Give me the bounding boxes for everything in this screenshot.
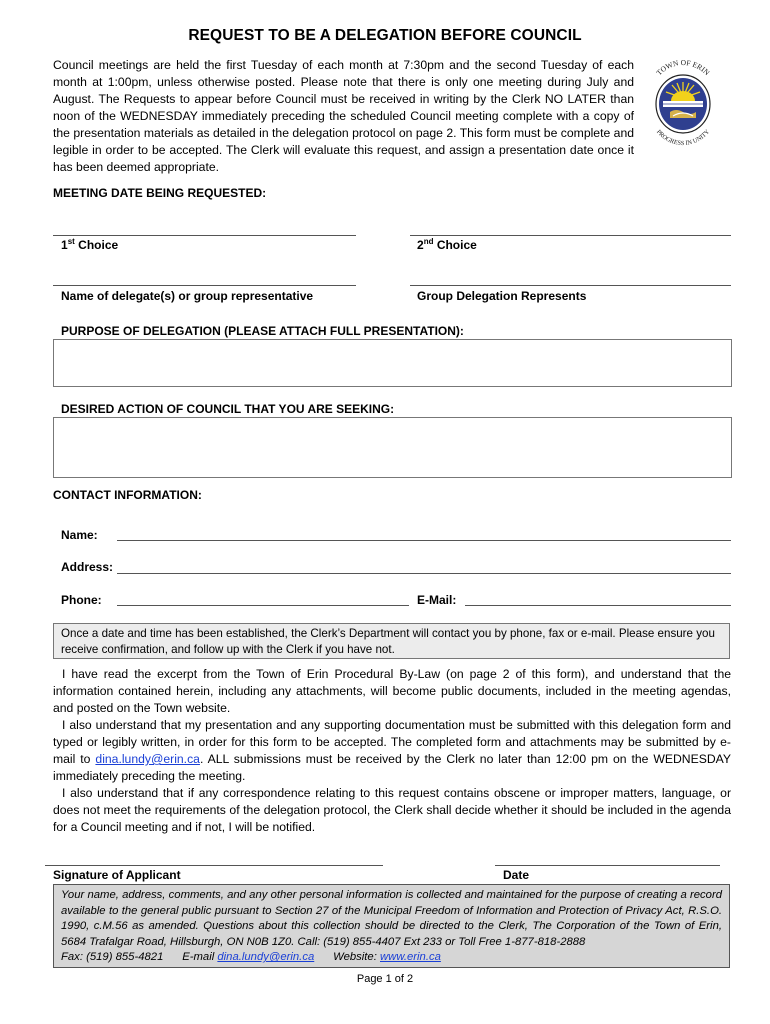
contact-email-field[interactable] [465, 605, 731, 606]
desired-action-heading: DESIRED ACTION OF COUNCIL THAT YOU ARE SEEKING: [61, 402, 395, 416]
declaration-paragraph-2: I also understand that my presentation and any supporting documentation must be submitted with this delegation form and typed or legibly written, in order for this form to be accepted. The completed form and attachments may be submitted by e-mail to dina.lundy@erin.ca. ALL submissions must be received by the Clerk no later than 12:00 pm on the WEDNESDAY immediately preceding the meeting. [53, 718, 731, 783]
purpose-textarea[interactable] [53, 339, 732, 387]
second-choice-field[interactable] [410, 235, 731, 236]
date-label: Date [503, 868, 530, 882]
website-link[interactable]: www.erin.ca [380, 951, 441, 964]
desired-action-textarea[interactable] [53, 417, 732, 478]
declaration-paragraph-1: I have read the excerpt from the Town of Erin Procedural By-Law (on page 2 of this form), and understand that the information contained herein, including any attachments, will become public documents, included in the meeting agendas, and posted on the Town website. [53, 667, 731, 715]
delegate-name-label: Name of delegate(s) or group representative [61, 289, 314, 303]
form-title: REQUEST TO BE A DELEGATION BEFORE COUNCIL [188, 27, 582, 44]
group-represents-field[interactable] [410, 285, 731, 286]
contact-name-field[interactable] [117, 540, 731, 541]
signature-field[interactable] [45, 865, 383, 866]
page-number: Page 1 of 2 [356, 973, 414, 985]
contact-name-label: Name: [61, 528, 98, 542]
date-field[interactable] [495, 865, 720, 866]
first-choice-field[interactable] [53, 235, 356, 236]
contact-email-label: E-Mail: [417, 593, 457, 607]
contact-phone-label: Phone: [61, 593, 102, 607]
first-choice-label: 1st Choice [61, 237, 119, 252]
svg-text:PROGRESS IN UNITY: PROGRESS IN UNITY [654, 128, 712, 148]
town-logo [644, 46, 722, 166]
group-represents-label: Group Delegation Represents [417, 289, 587, 303]
delegate-name-field[interactable] [53, 285, 356, 286]
privacy-email-link[interactable]: dina.lundy@erin.ca [217, 951, 315, 964]
confirmation-notice: Once a date and time has been established, the Clerk’s Department will contact you by phone, fax or e-mail. Please ensure you receive confirmation, and follow up with the Clerk if you have not. [53, 623, 730, 659]
declaration-paragraph-3: I also understand that if any correspondence relating to this request contains obscene or improper matters, language, or does not meet the requirements of the delegation protocol, the Clerk shall decide whether it should be included in the agenda for a Council meeting and if not, I will be notified. [53, 786, 731, 834]
signature-label: Signature of Applicant [53, 868, 181, 882]
privacy-notice: Your name, address, comments, and any other personal information is collected and maintained for the purpose of creating a record available to the general public pursuant to Section 27 of the Municipal Freedom of Information and Protection of Privacy Act, R.S.O. 1990, c.M.56 as amended. Questions about this collection should be directed to the Clerk, The Corporation of the Town of Erin, 5684 Trafalgar Road, Hillsburgh, ON N0B 1Z0. Call: (519) 855-4407 Ext 233 or Toll Free 1-877-818-2888 Fax: (519) 855-4821 E-mail dina.lundy@erin.ca Website: www.erin.ca [53, 884, 730, 968]
intro-paragraph: Council meetings are held the first Tuesday of each month at 7:30pm and the second Tuesday of each month at 1:00pm, unless otherwise posted. Please note that there is only one meeting during July and August. The Requests to appear before Council must be received in writing by the Clerk NO LATER than noon of the WEDNESDAY immediately preceding the scheduled Council meeting complete with a copy of the presentation materials as detailed in the delegation protocol on page 2. This form must be complete and legible in order to be accepted. The Clerk will evaluate this request, and assign a presentation date once it has been deemed appropriate. [53, 58, 634, 174]
contact-phone-field[interactable] [117, 605, 409, 606]
purpose-heading: PURPOSE OF DELEGATION (PLEASE ATTACH FULL PRESENTATION): [61, 324, 464, 338]
svg-text:TOWN OF ERIN: TOWN OF ERIN [654, 57, 712, 78]
declaration [53, 666, 731, 836]
clerk-email-link[interactable]: dina.lundy@erin.ca [95, 752, 200, 766]
meeting-date-heading: MEETING DATE BEING REQUESTED: [53, 186, 267, 200]
contact-heading: CONTACT INFORMATION: [53, 488, 202, 502]
second-choice-label: 2nd Choice [417, 237, 477, 252]
contact-address-label: Address: [61, 560, 114, 574]
contact-address-field[interactable] [117, 573, 731, 574]
